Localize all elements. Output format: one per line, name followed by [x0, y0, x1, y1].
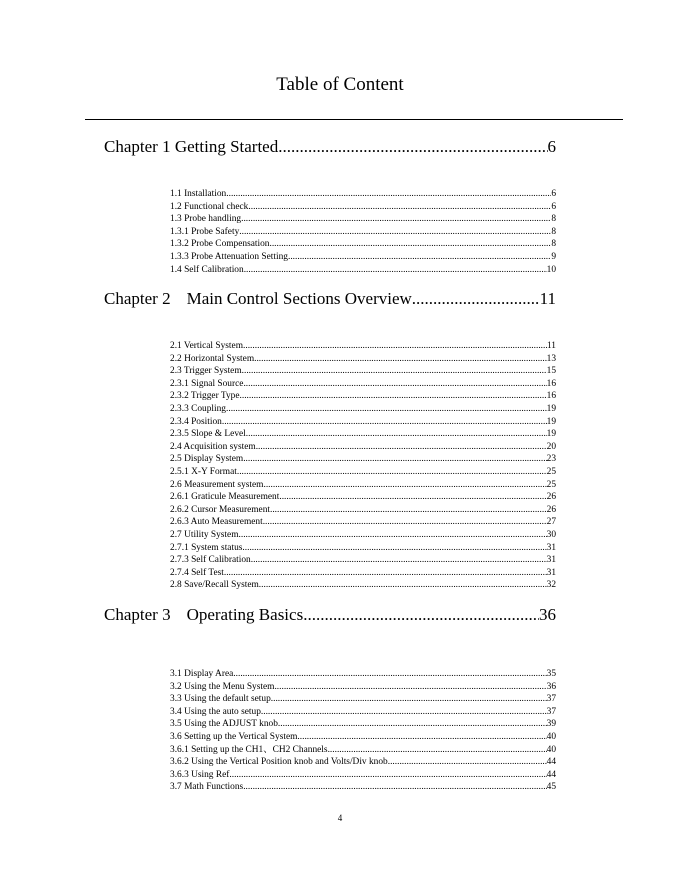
toc-entry-page: 23 [546, 454, 556, 465]
toc-entry-title: 2.3 Trigger System [170, 366, 242, 377]
dot-leader [297, 731, 546, 744]
dot-leader [239, 529, 547, 542]
toc-entry-page: 40 [546, 744, 556, 755]
toc-entry-page: 6 [551, 189, 556, 199]
toc-entry[interactable] [170, 542, 556, 555]
toc-entry[interactable] [170, 251, 556, 264]
toc-entry-page: 19 [546, 416, 556, 427]
dot-leader [222, 416, 547, 429]
dot-leader [243, 340, 547, 353]
toc-entry-page: 20 [546, 441, 556, 452]
toc-entry-page: 45 [546, 782, 556, 793]
toc-entry-title: 3.2 Using the Menu System [170, 681, 275, 692]
dot-leader [263, 516, 547, 529]
dot-leader [242, 542, 546, 555]
toc-entry[interactable] [170, 516, 556, 529]
toc-entry-title: 3.7 Math Functions [170, 782, 244, 793]
dot-leader [388, 756, 547, 769]
toc-entry-page: 31 [546, 555, 556, 566]
toc-entry-title: 3.6.2 Using the Vertical Position knob and Volts/Div knob [170, 757, 388, 768]
dot-leader [243, 453, 546, 466]
toc-entry[interactable] [170, 441, 556, 454]
toc-entry-page: 8 [551, 239, 556, 250]
toc-entry[interactable] [170, 226, 556, 239]
chapter-name: Getting Started [174, 137, 279, 156]
dot-leader [278, 137, 547, 157]
toc-entry-title: 3.3 Using the default setup [170, 694, 271, 705]
chapter-number: Chapter 2 [104, 289, 171, 308]
dot-leader [241, 213, 551, 226]
toc-entry-page: 35 [546, 669, 556, 679]
chapter-number: Chapter 1 [104, 137, 171, 156]
toc-entry[interactable] [170, 340, 556, 353]
toc-entry-page: 44 [546, 757, 556, 768]
toc-entry-page: 13 [546, 353, 556, 364]
chapter-page: 11 [539, 289, 556, 308]
toc-entry-title: 2.4 Acquisition system [170, 441, 256, 452]
dot-leader [269, 238, 551, 251]
toc-entry-title: 2.8 Save/Recall System [170, 580, 259, 591]
toc-entry[interactable] [170, 579, 556, 592]
toc-entry-page: 6 [551, 201, 556, 212]
toc-entry-page: 11 [546, 341, 556, 351]
toc-entry-title: 2.1 Vertical System [170, 341, 243, 351]
toc-entry-page: 37 [546, 694, 556, 705]
dot-leader [226, 403, 547, 416]
dot-leader [242, 365, 547, 378]
dot-leader [256, 441, 547, 454]
chapter-3-entries [170, 668, 556, 794]
toc-entry-title: 1.3.2 Probe Compensation [170, 239, 270, 250]
toc-entry-title: 2.5.1 X-Y Format [170, 466, 237, 477]
chapter-2-entries [170, 340, 556, 592]
dot-leader [274, 681, 546, 694]
toc-entry[interactable] [170, 706, 556, 719]
toc-entry-title: 2.3.2 Trigger Type [170, 391, 240, 402]
chapter-1-entries [170, 188, 556, 276]
dot-leader [279, 491, 546, 504]
dot-leader [224, 567, 547, 580]
toc-entry[interactable] [170, 428, 556, 441]
toc-entry-title: 2.3.5 Slope & Level [170, 429, 246, 440]
toc-entry[interactable] [170, 554, 556, 567]
chapter-2-heading[interactable] [104, 289, 556, 309]
toc-entry-title: 2.6.2 Cursor Measurement [170, 504, 270, 515]
toc-entry-page: 32 [546, 580, 556, 591]
toc-entry[interactable] [170, 781, 556, 794]
toc-entry-page: 39 [546, 719, 556, 730]
dot-leader [261, 706, 547, 719]
toc-entry[interactable] [170, 466, 556, 479]
toc-entry[interactable] [170, 238, 556, 251]
toc-entry[interactable] [170, 567, 556, 580]
toc-entry-title: 2.7.4 Self Test [170, 567, 224, 578]
dot-leader [246, 428, 547, 441]
dot-leader [226, 188, 551, 201]
toc-entry[interactable] [170, 353, 556, 366]
toc-entry[interactable] [170, 693, 556, 706]
toc-entry[interactable] [170, 529, 556, 542]
toc-entry-title: 2.3.3 Coupling [170, 403, 226, 414]
toc-entry[interactable] [170, 201, 556, 214]
toc-entry-title: 2.3.1 Signal Source [170, 378, 244, 389]
toc-entry[interactable] [170, 213, 556, 226]
toc-entry[interactable] [170, 378, 556, 391]
toc-entry-page: 8 [551, 226, 556, 237]
toc-entry-page: 25 [546, 479, 556, 490]
dot-leader [288, 251, 551, 264]
dot-leader [243, 378, 546, 391]
toc-entry-title: 1.4 Self Calibration [170, 264, 244, 275]
toc-entry-title: 3.6.3 Using Ref [170, 769, 230, 780]
toc-entry-title: 3.1 Display Area [170, 669, 234, 679]
toc-entry-title: 1.3.1 Probe Safety [170, 226, 240, 237]
page-number: 4 [337, 813, 343, 823]
toc-entry-page: 30 [546, 529, 556, 540]
dot-leader [251, 554, 547, 567]
toc-entry-page: 19 [546, 403, 556, 414]
toc-entry[interactable] [170, 718, 556, 731]
toc-entry-title: 1.3.3 Probe Attenuation Setting [170, 251, 288, 262]
toc-entry[interactable] [170, 744, 556, 757]
toc-entry-page: 16 [546, 378, 556, 389]
dot-leader [270, 504, 547, 517]
toc-entry-page: 26 [546, 504, 556, 515]
toc-entry-title: 1.2 Functional check [170, 201, 249, 212]
toc-entry-page: 25 [546, 466, 556, 477]
toc-entry-page: 8 [551, 214, 556, 225]
toc-entry-page: 31 [546, 567, 556, 578]
toc-entry-title: 1.3 Probe handling [170, 214, 242, 225]
toc-entry-page: 26 [546, 492, 556, 503]
dot-leader [243, 781, 546, 794]
toc-entry-title: 2.7.1 System status [170, 542, 243, 553]
dot-leader [240, 390, 547, 403]
dot-leader [412, 289, 540, 309]
toc-entry[interactable] [170, 731, 556, 744]
toc-entry-page: 16 [546, 391, 556, 402]
toc-entry[interactable] [170, 365, 556, 378]
dot-leader [239, 226, 551, 239]
dot-leader [263, 479, 546, 492]
toc-entry-page: 37 [546, 706, 556, 717]
chapter-number: Chapter 3 [104, 605, 171, 624]
toc-entry-page: 19 [546, 429, 556, 440]
toc-entry-title: 2.7 Utility System [170, 529, 239, 540]
toc-entry-title: 2.6 Measurement system [170, 479, 264, 490]
dot-leader [271, 693, 547, 706]
toc-entry[interactable] [170, 491, 556, 504]
dot-leader [244, 264, 547, 277]
dot-leader [237, 466, 547, 479]
toc-entry[interactable] [170, 390, 556, 403]
toc-entry[interactable] [170, 769, 556, 782]
toc-entry[interactable] [170, 668, 556, 681]
toc-entry[interactable] [170, 504, 556, 517]
toc-entry[interactable] [170, 403, 556, 416]
toc-entry-title: 3.5 Using the ADJUST knob [170, 719, 278, 730]
toc-entry-title: 2.5 Display System [170, 454, 244, 465]
chapter-page: 36 [539, 605, 556, 624]
toc-entry[interactable] [170, 681, 556, 694]
chapter-name: Main Control Sections Overview [186, 289, 412, 308]
toc-entry-page: 36 [546, 681, 556, 692]
chapter-name: Operating Basics [186, 605, 304, 624]
toc-entry-page: 31 [546, 542, 556, 553]
toc-entry-page: 44 [546, 769, 556, 780]
chapter-1-heading[interactable] [104, 137, 556, 157]
toc-entry-page: 9 [551, 251, 556, 262]
dot-leader [303, 605, 539, 625]
toc-entry[interactable] [170, 264, 556, 277]
toc-entry-page: 40 [546, 731, 556, 742]
toc-entry[interactable] [170, 479, 556, 492]
dot-leader [248, 201, 551, 214]
toc-entry[interactable] [170, 756, 556, 769]
toc-entry-title: 2.2 Horizontal System [170, 353, 255, 364]
toc-entry-title: 1.1 Installation [170, 189, 227, 199]
toc-entry-title: 2.7.3 Self Calibration [170, 555, 251, 566]
dot-leader [278, 718, 547, 731]
title-divider [85, 119, 623, 120]
dot-leader [259, 579, 547, 592]
dot-leader [233, 668, 546, 681]
toc-entry-page: 27 [546, 517, 556, 528]
chapter-3-heading[interactable] [104, 605, 556, 625]
toc-entry-title: 2.6.1 Graticule Measurement [170, 492, 280, 503]
toc-entry-page: 10 [546, 264, 556, 275]
toc-entry-title: 2.6.3 Auto Measurement [170, 517, 263, 528]
dot-leader [229, 769, 546, 782]
chapter-page: 6 [547, 137, 556, 156]
toc-entry-title: 3.6 Setting up the Vertical System [170, 731, 298, 742]
toc-entry-title: 2.3.4 Position [170, 416, 222, 427]
page-title: Table of Content [276, 74, 404, 95]
toc-entry-title: 3.6.1 Setting up the CH1、CH2 Channels [170, 744, 328, 755]
toc-entry-page: 15 [546, 366, 556, 377]
toc-entry[interactable] [170, 188, 556, 201]
dot-leader [328, 744, 547, 757]
toc-entry-title: 3.4 Using the auto setup [170, 706, 261, 717]
toc-entry[interactable] [170, 416, 556, 429]
dot-leader [254, 353, 547, 366]
toc-entry[interactable] [170, 453, 556, 466]
